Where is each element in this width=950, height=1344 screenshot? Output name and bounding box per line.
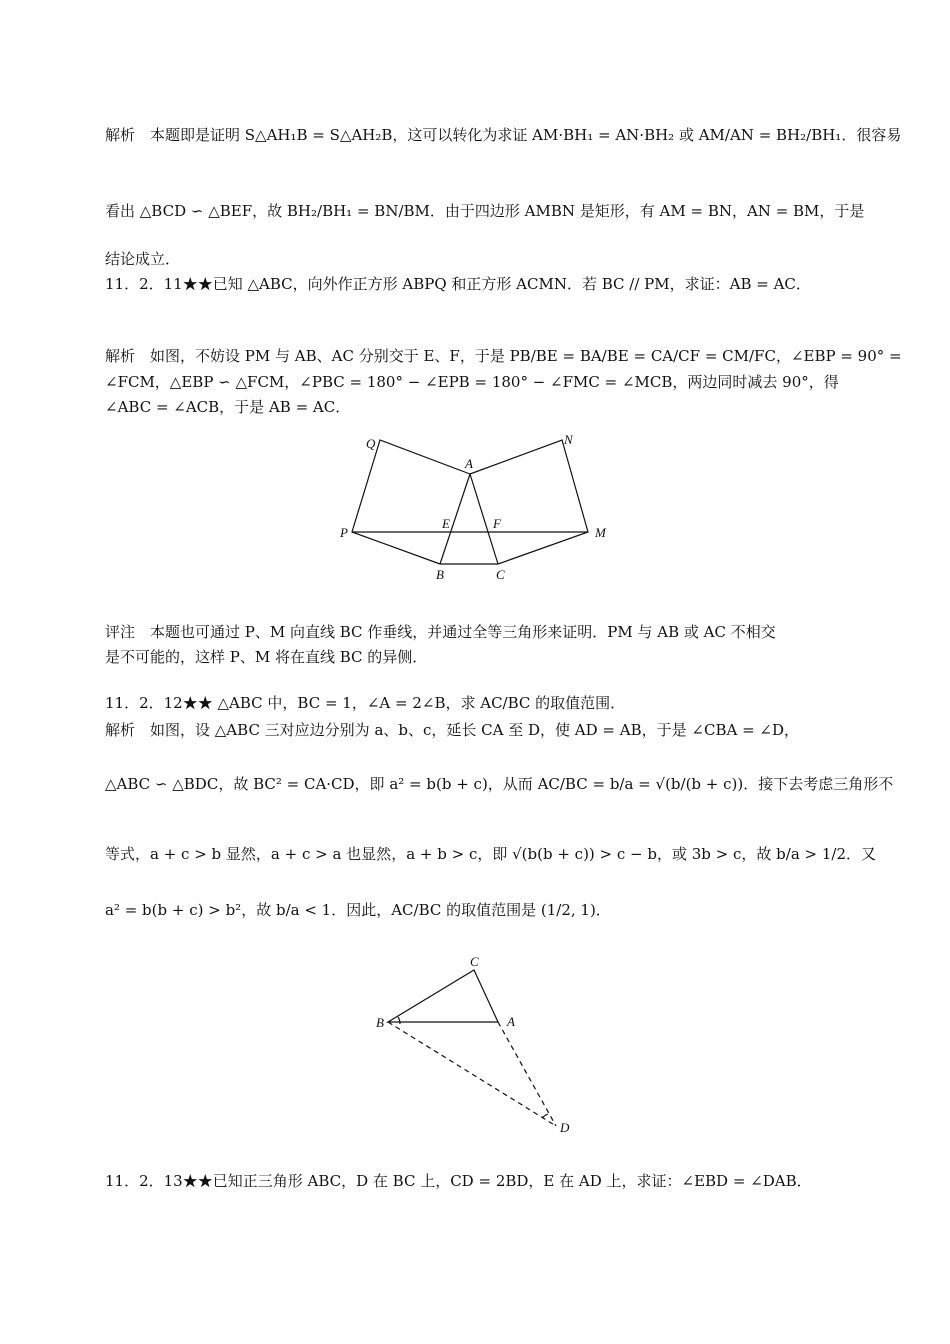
label-c: C xyxy=(496,567,505,582)
text-line-11: 解析 如图，设 △ABC 三对应边分别为 a、b、c，延长 CA 至 D，使 AD = AB，于是 ∠CBA = ∠D， xyxy=(105,721,799,739)
label-b: B xyxy=(436,567,444,582)
figure-squares xyxy=(330,428,620,588)
label-c: C xyxy=(470,954,479,969)
text-line-7: ∠ABC = ∠ACB，于是 AB = AC． xyxy=(105,398,351,416)
angle-mark-b xyxy=(398,1017,400,1024)
problem-11-2-11: 11．2．11★★已知 △ABC，向外作正方形 ABPQ 和正方形 ACMN．若 BC // PM，求证：AB = AC． xyxy=(105,275,811,293)
square-acmn xyxy=(470,440,588,564)
label-e: E xyxy=(442,516,450,531)
text-line-3: 结论成立． xyxy=(105,250,181,268)
segment-ad xyxy=(498,1022,556,1126)
segment-bd xyxy=(388,1022,556,1126)
text-line-14: a² = b(b + c) > b²，故 b/a < 1．因此，AC/BC 的取值范围是 (1/2, 1)． xyxy=(105,901,611,919)
label-f: F xyxy=(493,516,501,531)
text-line-13: 等式，a + c > b 显然，a + c > a 也显然，a + b > c，即 √(b(b + c)) > c − b，或 3b > c，故 b/a > 1/2．又 xyxy=(105,845,877,863)
text-line-1: 解析 本题即是证明 S△AH₁B = S△AH₂B，这可以转化为求证 AM·BH₁ = AN·BH₂ 或 AM/AN = BH₂/BH₁．很容易 xyxy=(105,126,902,144)
label-n: N xyxy=(564,432,573,447)
triangle-abc xyxy=(388,970,498,1022)
angle-mark-d xyxy=(542,1114,548,1118)
label-a: A xyxy=(465,456,473,471)
problem-11-2-13: 11．2．13★★已知正三角形 ABC，D 在 BC 上，CD = 2BD，E 在 AD 上，求证：∠EBD = ∠DAB． xyxy=(105,1172,812,1190)
text-line-9: 是不可能的，这样 P、M 将在直线 BC 的异侧． xyxy=(105,648,428,666)
label-d: D xyxy=(560,1120,570,1135)
text-line-12: △ABC ∽ △BDC，故 BC² = CA·CD，即 a² = b(b + c)，从而 AC/BC = b/a = √(b/(b + c))．接下去考虑三角形不 xyxy=(105,775,894,793)
label-q: Q xyxy=(366,436,376,451)
square-abpq xyxy=(352,440,470,564)
figure-triangle xyxy=(370,950,580,1140)
text-line-2: 看出 △BCD ∽ △BEF，故 BH₂/BH₁ = BN/BM．由于四边形 AMBN 是矩形，有 AM = BN，AN = BM，于是 xyxy=(105,202,865,220)
text-line-8: 评注 本题也可通过 P、M 向直线 BC 作垂线，并通过全等三角形来证明．PM 与 AB 或 AC 不相交 xyxy=(105,623,776,641)
label-b: B xyxy=(376,1015,384,1030)
label-a: A xyxy=(507,1014,515,1029)
problem-11-2-12: 11．2．12★★ △ABC 中，BC = 1，∠A = 2∠B，求 AC/BC 的取值范围． xyxy=(105,694,626,712)
text-line-5: 解析 如图，不妨设 PM 与 AB、AC 分别交于 E、F，于是 PB/BE = BA/BE = CA/CF = CM/FC，∠EBP = 90° = xyxy=(105,347,902,365)
label-m: M xyxy=(595,525,606,540)
label-p: P xyxy=(340,525,348,540)
text-line-6: ∠FCM，△EBP ∽ △FCM，∠PBC = 180° − ∠EPB = 180° − ∠FMC = ∠MCB，两边同时减去 90°，得 xyxy=(105,373,839,391)
